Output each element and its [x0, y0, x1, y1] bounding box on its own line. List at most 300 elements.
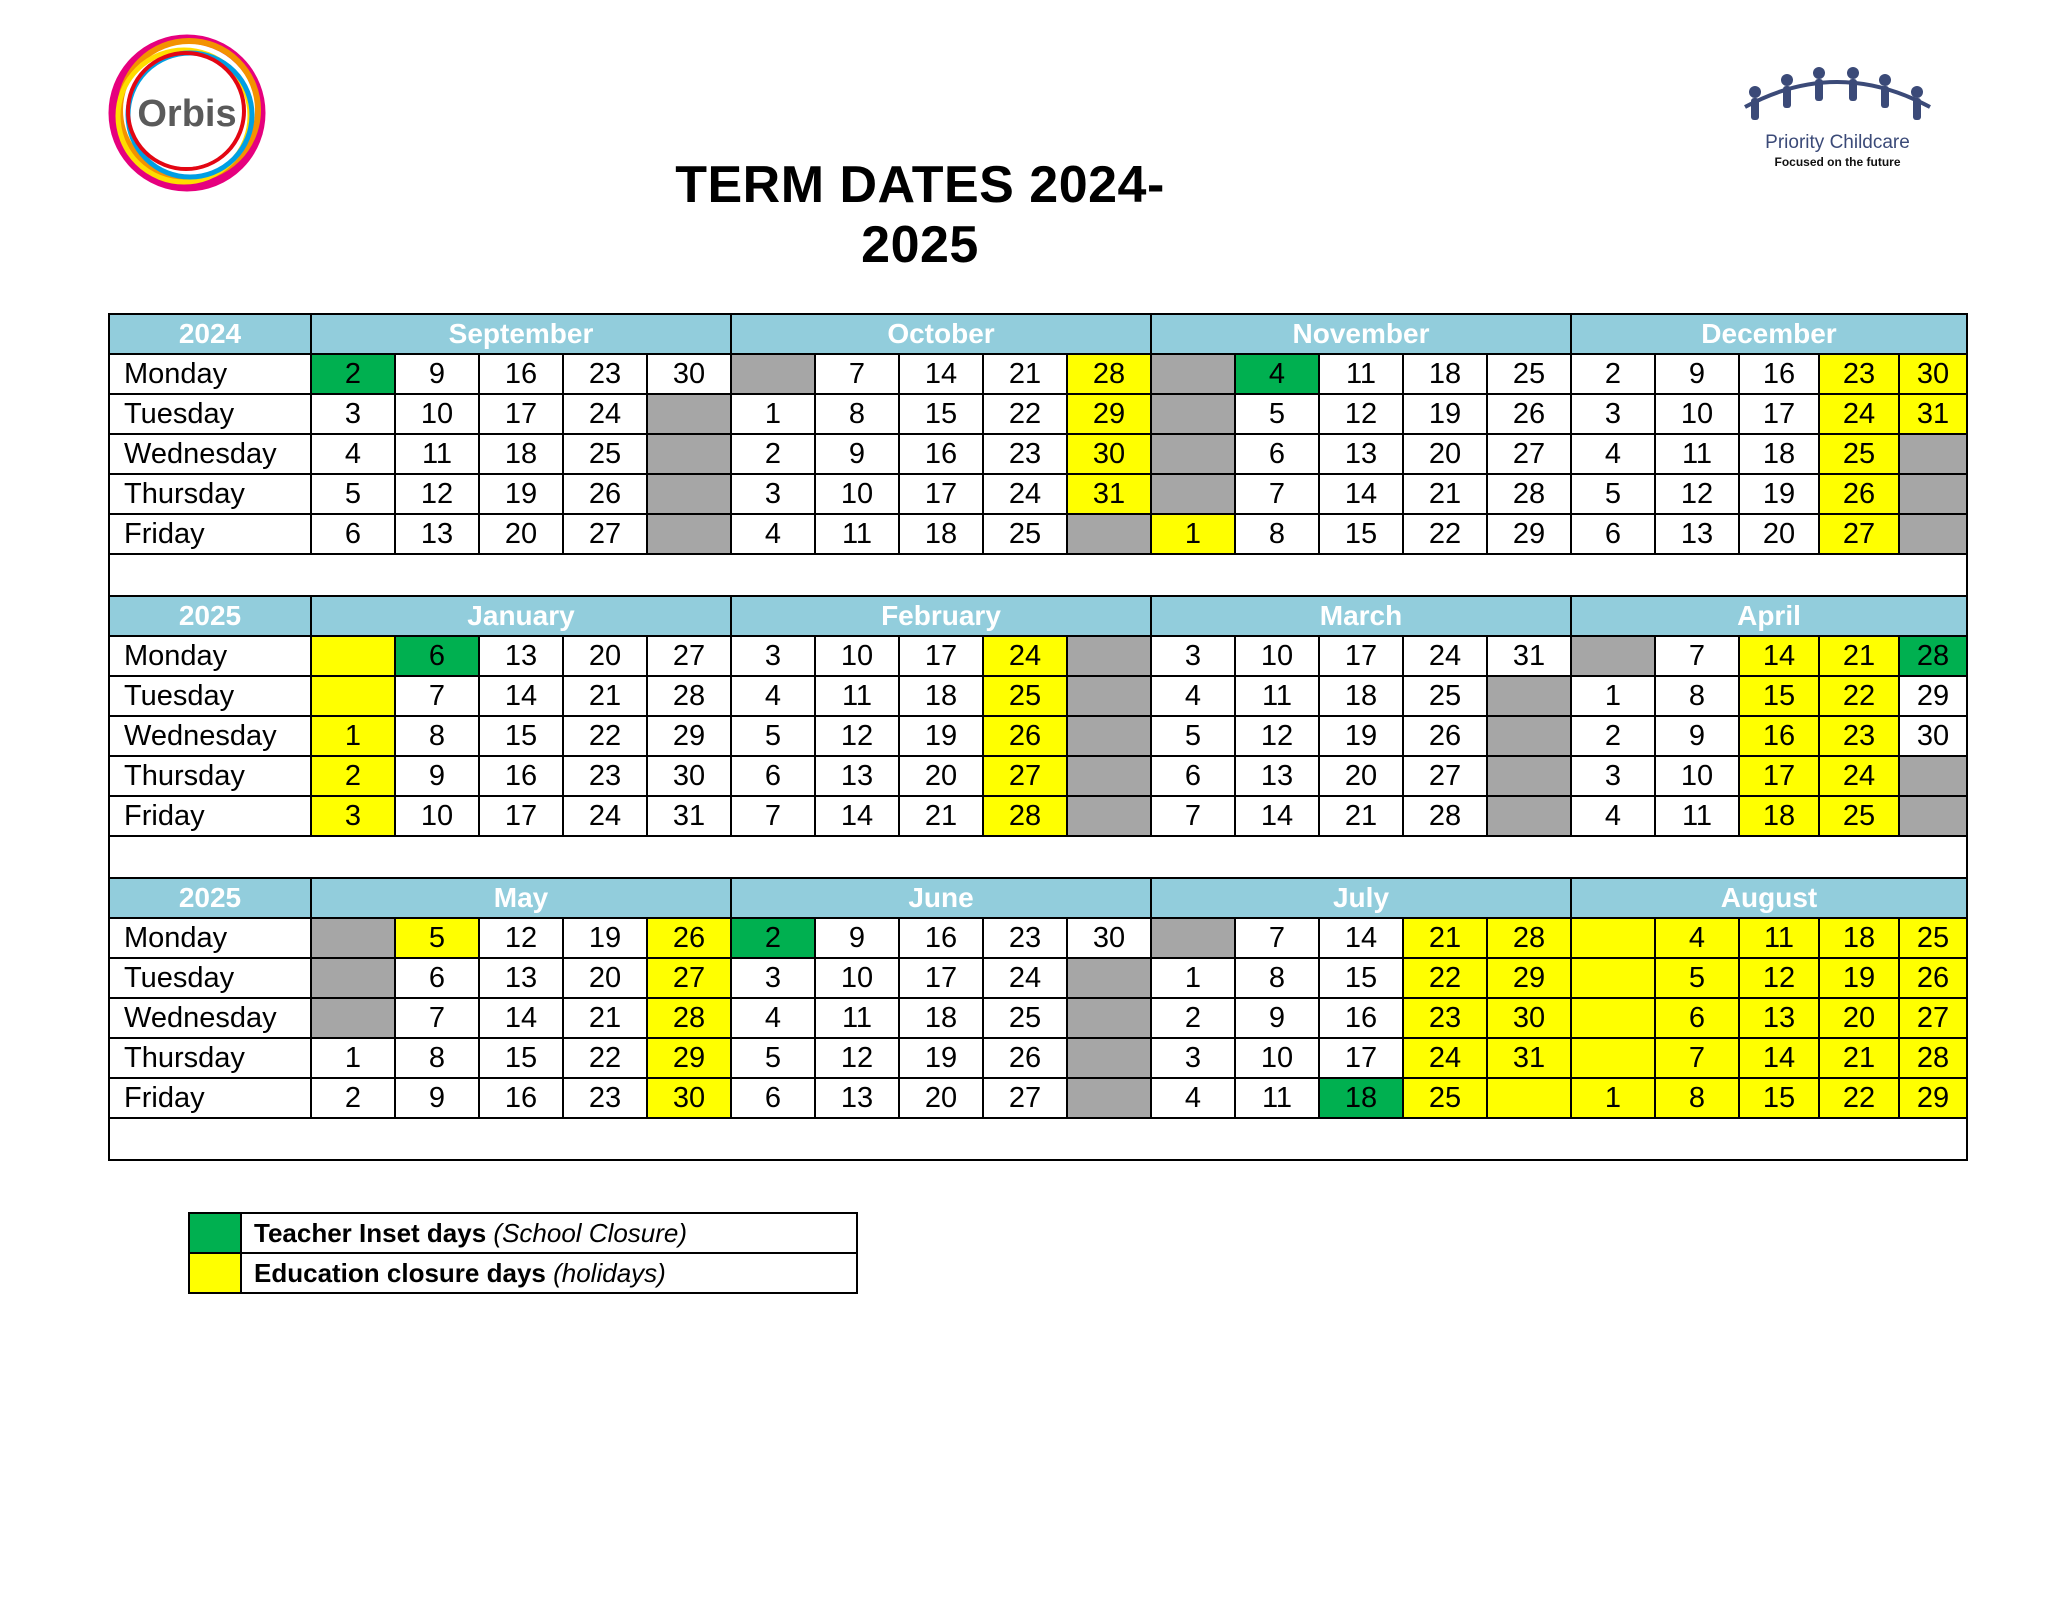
date-cell: 20: [899, 1078, 983, 1118]
date-cell: 22: [563, 716, 647, 756]
closure-day-cell: 14: [1739, 1038, 1819, 1078]
closure-day-cell: 19: [1819, 958, 1899, 998]
date-cell: 10: [1655, 394, 1739, 434]
week-row: [109, 394, 1967, 434]
date-cell: 7: [1151, 796, 1235, 836]
date-cell: 13: [1319, 434, 1403, 474]
closure-day-cell: 22: [1403, 958, 1487, 998]
closure-day-cell: 8: [1655, 1078, 1739, 1118]
no-day-cell: [1487, 796, 1571, 836]
date-cell: 20: [899, 756, 983, 796]
date-cell: 2: [1571, 354, 1655, 394]
closure-day-cell: 31: [1899, 394, 1967, 434]
no-day-cell: [1899, 474, 1967, 514]
date-cell: 6: [731, 756, 815, 796]
day-label: Tuesday: [109, 958, 311, 998]
date-cell: 12: [1235, 716, 1319, 756]
inset-day-cell: 6: [395, 636, 479, 676]
closure-day-cell: [1571, 1038, 1655, 1078]
month-header: October: [731, 314, 1151, 354]
closure-day-cell: 25: [1819, 796, 1899, 836]
date-cell: 24: [563, 394, 647, 434]
month-header: November: [1151, 314, 1571, 354]
date-cell: 23: [563, 756, 647, 796]
date-cell: 14: [815, 796, 899, 836]
date-cell: 4: [1151, 1078, 1235, 1118]
date-cell: 9: [395, 354, 479, 394]
no-day-cell: [1067, 958, 1151, 998]
date-cell: 6: [395, 958, 479, 998]
no-day-cell: [311, 998, 395, 1038]
week-row: [109, 918, 1967, 958]
closure-day-cell: 3: [311, 796, 395, 836]
block-header: [109, 314, 1967, 354]
spacer-cell: [109, 554, 1967, 596]
date-cell: 2: [1151, 998, 1235, 1038]
year-label: 2025: [109, 878, 311, 918]
legend-label: [241, 1213, 857, 1253]
date-cell: 5: [731, 716, 815, 756]
date-cell: 24: [983, 474, 1067, 514]
date-cell: 9: [815, 918, 899, 958]
date-cell: 16: [479, 1078, 563, 1118]
month-header: February: [731, 596, 1151, 636]
date-cell: 3: [1151, 1038, 1235, 1078]
closure-day-cell: 23: [1819, 354, 1899, 394]
date-cell: 24: [1403, 636, 1487, 676]
closure-day-cell: 1: [311, 716, 395, 756]
closure-day-cell: 28: [647, 998, 731, 1038]
date-cell: 3: [731, 958, 815, 998]
date-cell: 23: [983, 434, 1067, 474]
no-day-cell: [1899, 514, 1967, 554]
no-day-cell: [1151, 434, 1235, 474]
date-cell: 10: [815, 958, 899, 998]
date-cell: 8: [395, 716, 479, 756]
date-cell: 14: [1319, 474, 1403, 514]
date-cell: 9: [395, 1078, 479, 1118]
no-day-cell: [1067, 716, 1151, 756]
date-cell: 20: [1319, 756, 1403, 796]
closure-day-cell: 1: [1151, 514, 1235, 554]
week-row: [109, 796, 1967, 836]
date-cell: 22: [563, 1038, 647, 1078]
date-cell: 18: [899, 514, 983, 554]
no-day-cell: [731, 354, 815, 394]
date-cell: 15: [479, 1038, 563, 1078]
legend-label-main: Education closure days: [254, 1257, 546, 1288]
date-cell: 21: [563, 998, 647, 1038]
date-cell: 8: [1235, 958, 1319, 998]
date-cell: 23: [563, 1078, 647, 1118]
date-cell: 21: [563, 676, 647, 716]
date-cell: 5: [1151, 716, 1235, 756]
date-cell: 3: [1571, 756, 1655, 796]
date-cell: 21: [1319, 796, 1403, 836]
date-cell: 30: [647, 756, 731, 796]
date-cell: 18: [479, 434, 563, 474]
date-cell: 5: [1235, 394, 1319, 434]
closure-day-cell: 5: [395, 918, 479, 958]
day-label: Wednesday: [109, 998, 311, 1038]
date-cell: 11: [815, 514, 899, 554]
date-cell: 10: [815, 636, 899, 676]
legend: [188, 1212, 858, 1294]
date-cell: 17: [1319, 636, 1403, 676]
week-row: [109, 1078, 1967, 1118]
closure-day-cell: 24: [1403, 1038, 1487, 1078]
closure-day-cell: [311, 676, 395, 716]
date-cell: 18: [899, 998, 983, 1038]
date-cell: 10: [1235, 1038, 1319, 1078]
date-cell: 13: [479, 958, 563, 998]
year-label: 2025: [109, 596, 311, 636]
no-day-cell: [1571, 636, 1655, 676]
legend-swatch: [189, 1253, 241, 1293]
date-cell: 7: [731, 796, 815, 836]
inset-day-cell: 28: [1899, 636, 1967, 676]
date-cell: 2: [1571, 716, 1655, 756]
date-cell: 8: [1655, 676, 1739, 716]
day-label: Thursday: [109, 756, 311, 796]
month-header: January: [311, 596, 731, 636]
date-cell: 18: [1739, 434, 1819, 474]
date-cell: 26: [1403, 716, 1487, 756]
date-cell: 11: [1655, 796, 1739, 836]
date-cell: 29: [1487, 514, 1571, 554]
priority-childcare-logo: [1725, 62, 1950, 177]
closure-day-cell: 29: [1487, 958, 1571, 998]
date-cell: 12: [1655, 474, 1739, 514]
month-header: March: [1151, 596, 1571, 636]
week-row: [109, 514, 1967, 554]
date-cell: 5: [1571, 474, 1655, 514]
closure-day-cell: 25: [1819, 434, 1899, 474]
date-cell: 6: [1571, 514, 1655, 554]
block-spacer: [109, 554, 1967, 596]
week-row: [109, 636, 1967, 676]
no-day-cell: [1151, 474, 1235, 514]
closure-day-cell: 20: [1819, 998, 1899, 1038]
closure-day-cell: 26: [1819, 474, 1899, 514]
date-cell: 27: [647, 636, 731, 676]
year-label: 2024: [109, 314, 311, 354]
date-cell: 6: [1151, 756, 1235, 796]
no-day-cell: [1899, 434, 1967, 474]
date-cell: 11: [1235, 1078, 1319, 1118]
date-cell: 16: [479, 756, 563, 796]
closure-day-cell: 22: [1819, 676, 1899, 716]
no-day-cell: [1067, 1078, 1151, 1118]
closure-day-cell: 30: [1487, 998, 1571, 1038]
date-cell: 19: [899, 1038, 983, 1078]
date-cell: 19: [1739, 474, 1819, 514]
date-cell: 3: [1151, 636, 1235, 676]
priority-childcare-name: Priority Childcare: [1765, 132, 1910, 153]
date-cell: 7: [1235, 474, 1319, 514]
no-day-cell: [1487, 676, 1571, 716]
date-cell: 17: [1319, 1038, 1403, 1078]
no-day-cell: [647, 434, 731, 474]
date-cell: 24: [563, 796, 647, 836]
month-header: April: [1571, 596, 1967, 636]
closure-day-cell: 16: [1739, 716, 1819, 756]
no-day-cell: [647, 394, 731, 434]
closure-day-cell: 23: [1403, 998, 1487, 1038]
date-cell: 28: [1487, 474, 1571, 514]
date-cell: 26: [563, 474, 647, 514]
week-row: [109, 1038, 1967, 1078]
legend-row: [189, 1213, 857, 1253]
closure-day-cell: [1571, 918, 1655, 958]
no-day-cell: [1067, 676, 1151, 716]
date-cell: 19: [899, 716, 983, 756]
inset-day-cell: 4: [1235, 354, 1319, 394]
legend-label-note: (holidays): [545, 1257, 666, 1288]
week-row: [109, 434, 1967, 474]
date-cell: 3: [731, 474, 815, 514]
date-cell: 12: [815, 1038, 899, 1078]
date-cell: 27: [1403, 756, 1487, 796]
day-label: Wednesday: [109, 716, 311, 756]
closure-day-cell: [1571, 998, 1655, 1038]
date-cell: 25: [983, 514, 1067, 554]
date-cell: 30: [1067, 918, 1151, 958]
date-cell: 14: [1235, 796, 1319, 836]
date-cell: 17: [899, 636, 983, 676]
closure-day-cell: 18: [1819, 918, 1899, 958]
date-cell: 5: [731, 1038, 815, 1078]
date-cell: 8: [1235, 514, 1319, 554]
closure-day-cell: 17: [1739, 756, 1819, 796]
date-cell: 3: [1571, 394, 1655, 434]
date-cell: 1: [1151, 958, 1235, 998]
month-header: May: [311, 878, 731, 918]
closure-day-cell: 24: [1819, 756, 1899, 796]
closure-day-cell: 27: [1819, 514, 1899, 554]
closure-day-cell: [1571, 958, 1655, 998]
block-header: [109, 596, 1967, 636]
closure-day-cell: [311, 636, 395, 676]
month-header: June: [731, 878, 1151, 918]
date-cell: 4: [731, 998, 815, 1038]
legend-label-note: (School Closure): [486, 1217, 688, 1248]
closure-day-cell: 25: [983, 676, 1067, 716]
date-cell: 29: [1899, 676, 1967, 716]
date-cell: 25: [563, 434, 647, 474]
date-cell: 9: [1235, 998, 1319, 1038]
date-cell: 21: [1403, 474, 1487, 514]
date-cell: 20: [563, 958, 647, 998]
date-cell: 3: [311, 394, 395, 434]
date-cell: 25: [983, 998, 1067, 1038]
no-day-cell: [1487, 756, 1571, 796]
term-dates-calendar: [108, 313, 1968, 1161]
closure-day-cell: 15: [1739, 676, 1819, 716]
date-cell: 9: [1655, 354, 1739, 394]
day-label: Thursday: [109, 1038, 311, 1078]
orbis-logo: [104, 30, 270, 196]
closure-day-cell: 23: [1819, 716, 1899, 756]
date-cell: 27: [1487, 434, 1571, 474]
closure-day-cell: [1487, 1078, 1571, 1118]
day-label: Friday: [109, 514, 311, 554]
legend-row: [189, 1253, 857, 1293]
date-cell: 14: [899, 354, 983, 394]
date-cell: 13: [815, 756, 899, 796]
date-cell: 14: [479, 676, 563, 716]
date-cell: 11: [1655, 434, 1739, 474]
date-cell: 19: [479, 474, 563, 514]
legend-swatch: [189, 1213, 241, 1253]
date-cell: 12: [395, 474, 479, 514]
no-day-cell: [1067, 514, 1151, 554]
date-cell: 7: [395, 998, 479, 1038]
closure-day-cell: 4: [1655, 918, 1739, 958]
date-cell: 27: [983, 1078, 1067, 1118]
date-cell: 4: [311, 434, 395, 474]
date-cell: 15: [899, 394, 983, 434]
date-cell: 16: [1739, 354, 1819, 394]
date-cell: 16: [899, 918, 983, 958]
week-row: [109, 998, 1967, 1038]
date-cell: 28: [647, 676, 731, 716]
inset-day-cell: 2: [731, 918, 815, 958]
closure-day-cell: 26: [983, 716, 1067, 756]
date-cell: 20: [479, 514, 563, 554]
block-spacer: [109, 836, 1967, 878]
date-cell: 12: [815, 716, 899, 756]
month-header: July: [1151, 878, 1571, 918]
date-cell: 20: [1739, 514, 1819, 554]
date-cell: 25: [1487, 354, 1571, 394]
date-cell: 4: [731, 514, 815, 554]
date-cell: 3: [731, 636, 815, 676]
no-day-cell: [647, 474, 731, 514]
closure-day-cell: 26: [1899, 958, 1967, 998]
closure-day-cell: 27: [983, 756, 1067, 796]
date-cell: 19: [563, 918, 647, 958]
date-cell: 21: [899, 796, 983, 836]
closure-day-cell: 27: [647, 958, 731, 998]
closure-day-cell: 21: [1819, 1038, 1899, 1078]
date-cell: 11: [1235, 676, 1319, 716]
date-cell: 14: [479, 998, 563, 1038]
date-cell: 13: [815, 1078, 899, 1118]
month-header: September: [311, 314, 731, 354]
inset-day-cell: 2: [311, 354, 395, 394]
date-cell: 23: [563, 354, 647, 394]
date-cell: 2: [311, 1078, 395, 1118]
closure-day-cell: 29: [647, 1038, 731, 1078]
date-cell: 18: [899, 676, 983, 716]
week-row: [109, 716, 1967, 756]
date-cell: 31: [647, 796, 731, 836]
no-day-cell: [1487, 716, 1571, 756]
day-label: Wednesday: [109, 434, 311, 474]
date-cell: 4: [1151, 676, 1235, 716]
date-cell: 10: [395, 796, 479, 836]
closure-day-cell: 6: [1655, 998, 1739, 1038]
date-cell: 19: [1403, 394, 1487, 434]
date-cell: 9: [1655, 716, 1739, 756]
closure-day-cell: 24: [1819, 394, 1899, 434]
date-cell: 8: [395, 1038, 479, 1078]
date-cell: 17: [479, 796, 563, 836]
date-cell: 6: [731, 1078, 815, 1118]
no-day-cell: [1067, 1038, 1151, 1078]
date-cell: 26: [983, 1038, 1067, 1078]
spacer-cell: [109, 836, 1967, 878]
date-cell: 7: [815, 354, 899, 394]
closure-day-cell: 29: [1067, 394, 1151, 434]
closure-day-cell: 21: [1819, 636, 1899, 676]
date-cell: 1: [1571, 676, 1655, 716]
date-cell: 22: [1403, 514, 1487, 554]
date-cell: 8: [815, 394, 899, 434]
closure-day-cell: 15: [1739, 1078, 1819, 1118]
date-cell: 7: [1235, 918, 1319, 958]
date-cell: 15: [479, 716, 563, 756]
priority-childcare-tagline: Focused on the future: [1774, 155, 1901, 169]
date-cell: 11: [815, 998, 899, 1038]
day-label: Tuesday: [109, 394, 311, 434]
week-row: [109, 474, 1967, 514]
date-cell: 9: [395, 756, 479, 796]
closure-day-cell: 28: [1067, 354, 1151, 394]
date-cell: 5: [311, 474, 395, 514]
day-label: Monday: [109, 354, 311, 394]
no-day-cell: [1067, 636, 1151, 676]
closure-day-cell: 27: [1899, 998, 1967, 1038]
closure-day-cell: 28: [1487, 918, 1571, 958]
no-day-cell: [1151, 918, 1235, 958]
day-label: Monday: [109, 636, 311, 676]
date-cell: 16: [899, 434, 983, 474]
date-cell: 29: [647, 716, 731, 756]
date-cell: 20: [563, 636, 647, 676]
day-label: Monday: [109, 918, 311, 958]
no-day-cell: [311, 958, 395, 998]
closure-day-cell: 25: [1899, 918, 1967, 958]
day-label: Tuesday: [109, 676, 311, 716]
legend-label: [241, 1253, 857, 1293]
closure-day-cell: 2: [311, 756, 395, 796]
date-cell: 19: [1319, 716, 1403, 756]
date-cell: 17: [479, 394, 563, 434]
date-cell: 12: [479, 918, 563, 958]
date-cell: 11: [815, 676, 899, 716]
date-cell: 13: [1655, 514, 1739, 554]
date-cell: 14: [1319, 918, 1403, 958]
date-cell: 30: [647, 354, 731, 394]
date-cell: 18: [1319, 676, 1403, 716]
date-cell: 6: [311, 514, 395, 554]
date-cell: 10: [1235, 636, 1319, 676]
date-cell: 28: [1403, 796, 1487, 836]
date-cell: 26: [1487, 394, 1571, 434]
closure-day-cell: 24: [983, 636, 1067, 676]
block-spacer: [109, 1118, 1967, 1160]
week-row: [109, 676, 1967, 716]
date-cell: 25: [1403, 676, 1487, 716]
spacer-cell: [109, 1118, 1967, 1160]
orbis-logo-text: Orbis: [137, 93, 237, 135]
people-chain-icon: [1725, 62, 1950, 132]
date-cell: 17: [899, 474, 983, 514]
date-cell: 10: [395, 394, 479, 434]
day-label: Friday: [109, 1078, 311, 1118]
